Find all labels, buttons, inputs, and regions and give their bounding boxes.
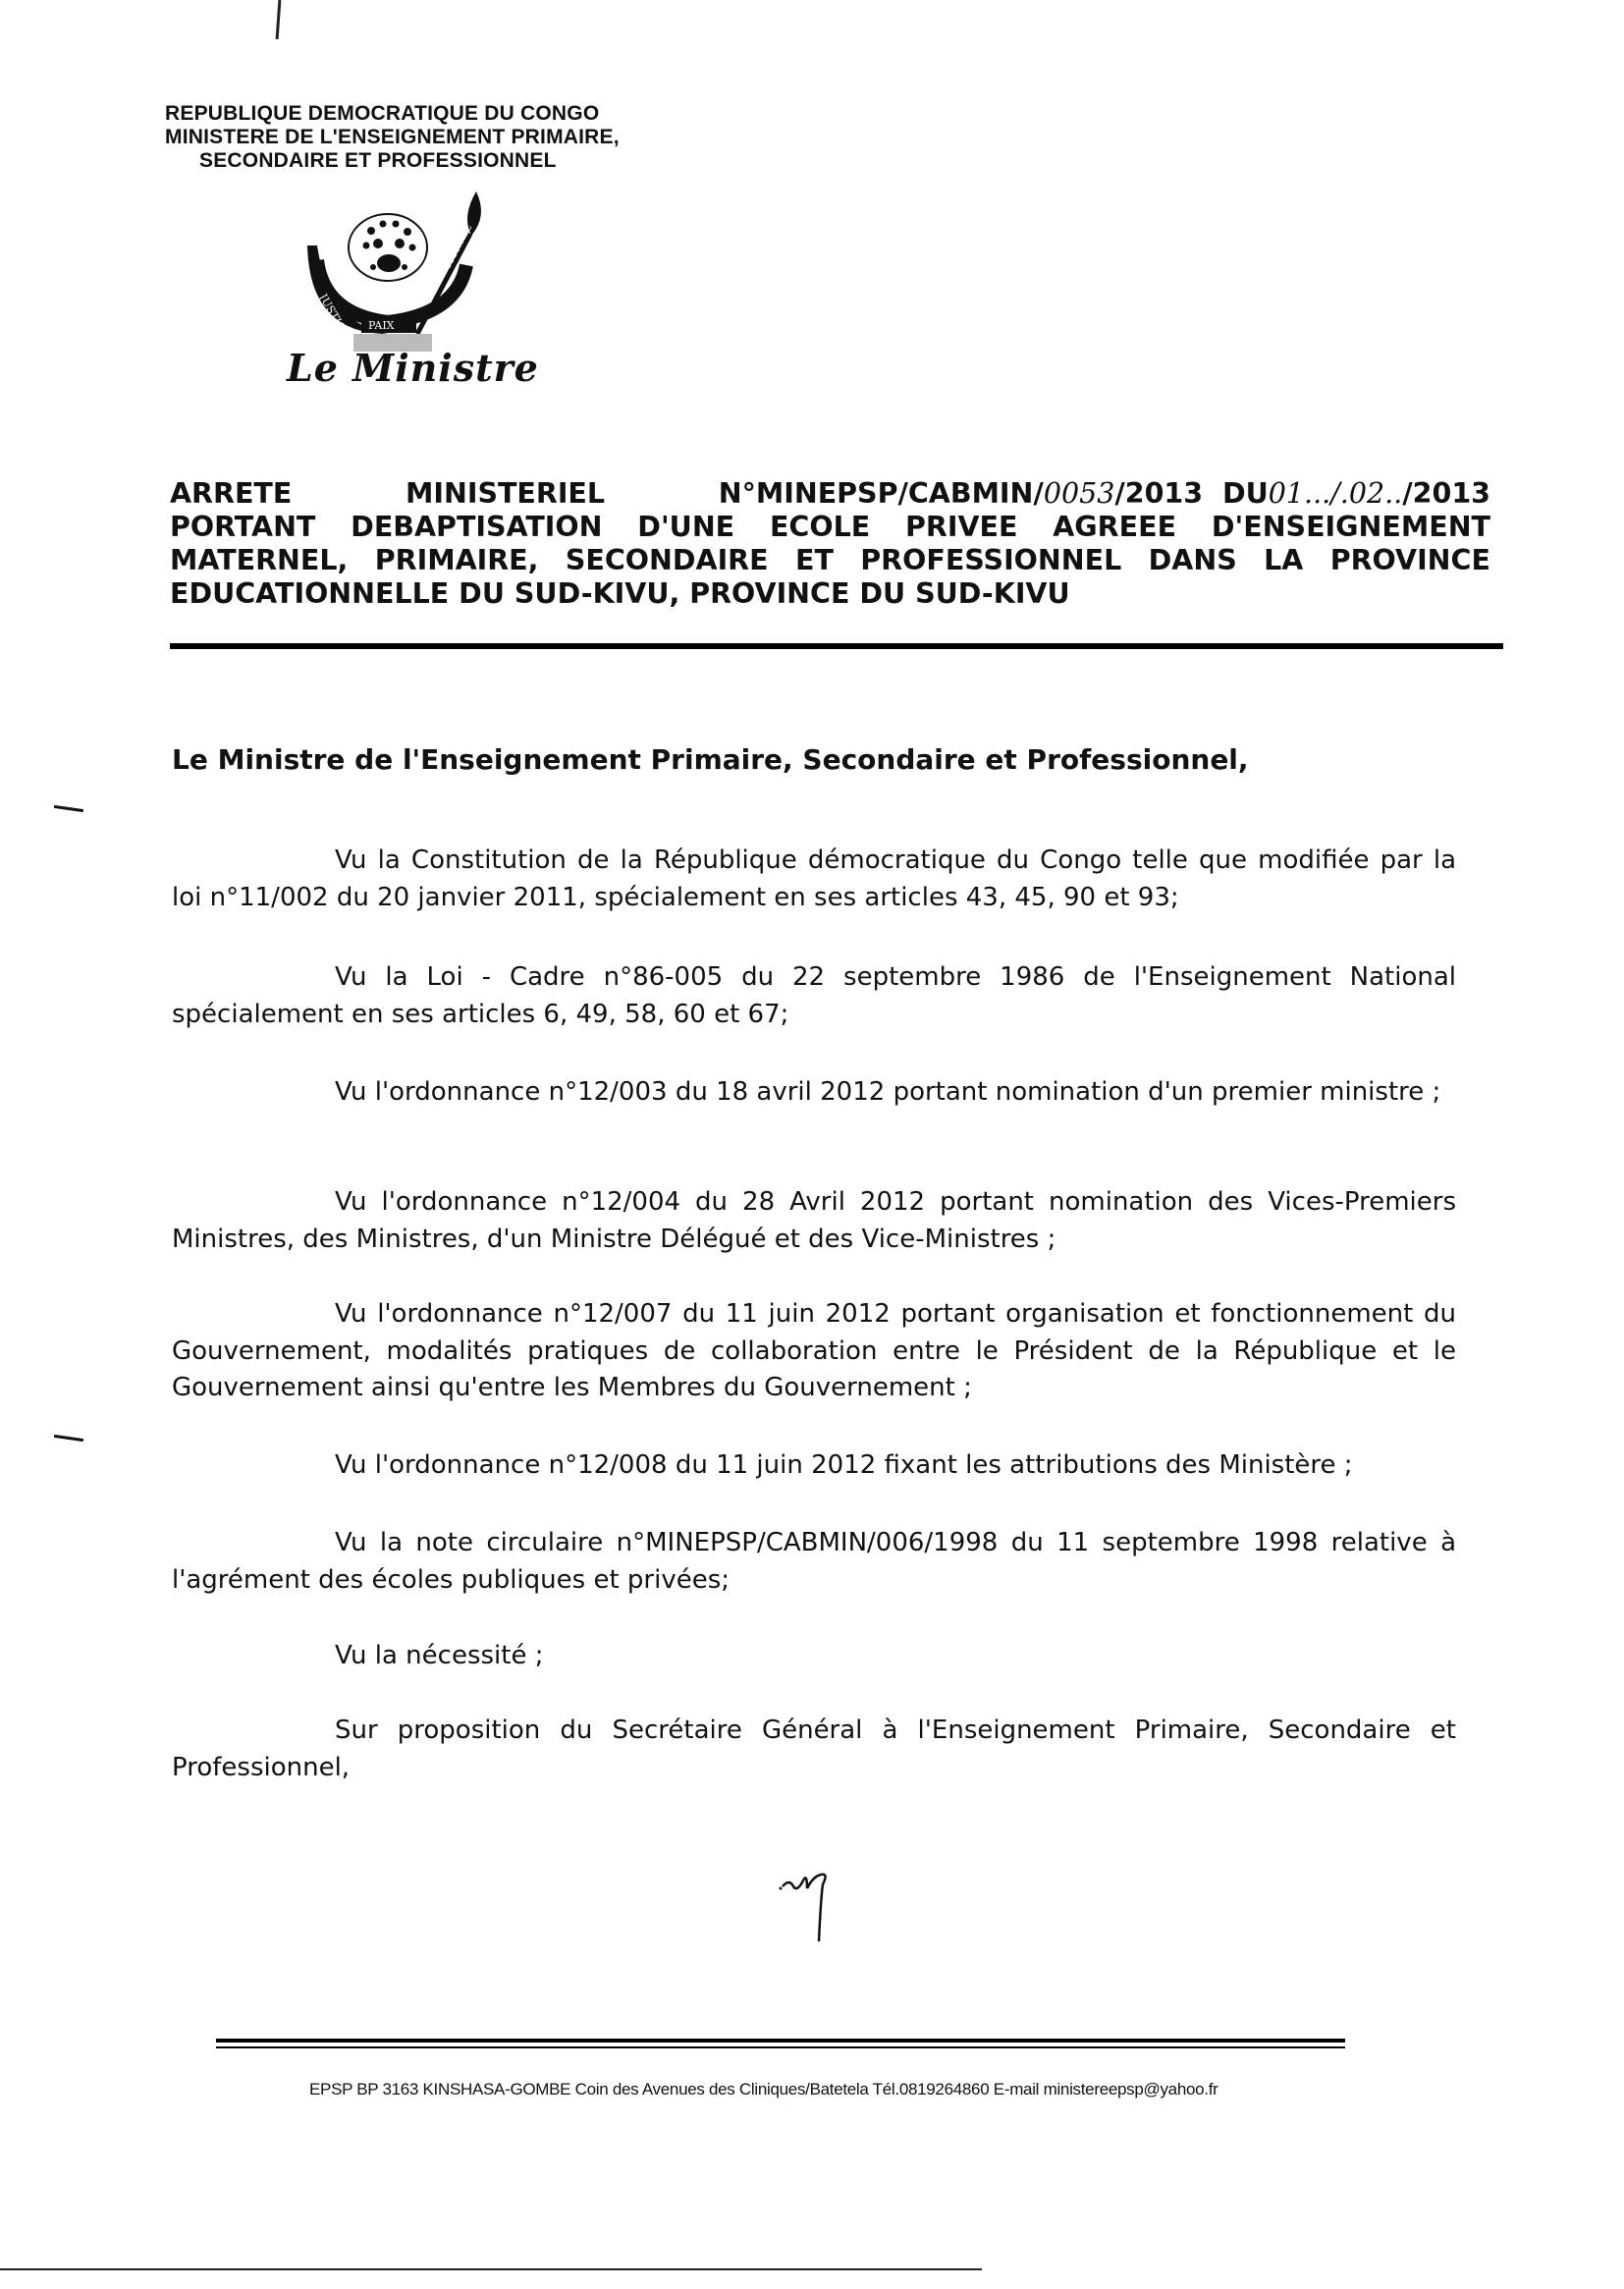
- handwritten-date: 01.../.02..: [1268, 477, 1403, 510]
- handwritten-number: 0053: [1043, 477, 1115, 510]
- coat-of-arms-emblem: [270, 187, 506, 363]
- title-line-4: EDUCATIONNELLE DU SUD-KIVU, PROVINCE DU SUD-KIVU: [170, 577, 1070, 610]
- letterhead-ministry: MINISTERE DE L'ENSEIGNEMENT PRIMAIRE,: [165, 126, 620, 148]
- letterhead-country: REPUBLIQUE DEMOCRATIQUE DU CONGO: [165, 102, 600, 125]
- preamble-paragraph: Vu l'ordonnance n°12/004 du 28 Avril 2012 portant nomination des Vices-Premiers Ministres, des Ministres, d'un Ministre Délégué et des Vice-Ministres ;: [172, 1187, 1456, 1254]
- decree-reference: N°MINEPSP/CABMIN/0053/2013 DU01.../.02../2013: [718, 477, 1490, 510]
- preamble-paragraph: Vu l'ordonnance n°12/003 du 18 avril 2012 portant nomination d'un premier ministre ;: [335, 1077, 1441, 1107]
- margin-mark: [54, 805, 83, 812]
- preamble-paragraph: Vu l'ordonnance n°12/007 du 11 juin 2012 portant organisation et fonctionnement du Gouvernement, modalités pratiques de collaboration entre le Président de la République et le Gouvernement ainsi qu'entre les Membres du Gouvernement ;: [172, 1299, 1456, 1402]
- scan-edge-line: [0, 2268, 982, 2270]
- preamble-paragraph: Sur proposition du Secrétaire Général à l'Enseignement Primaire, Secondaire et Professionnel,: [172, 1716, 1456, 1782]
- preamble-paragraph: Vu la note circulaire n°MINEPSP/CABMIN/006/1998 du 11 septembre 1998 relative à l'agrément des écoles publiques et privées;: [172, 1528, 1456, 1595]
- preamble-paragraph: Vu la Constitution de la République démocratique du Congo telle que modifiée par la loi n°11/002 du 20 janvier 2011, spécialement en ses articles 43, 45, 90 et 93;: [172, 845, 1456, 912]
- svg-text:TRAVAIL: TRAVAIL: [440, 222, 475, 272]
- minister-signature-title: Le Ministre: [287, 346, 539, 390]
- letterhead-ministry-cont: SECONDAIRE ET PROFESSIONNEL: [199, 149, 557, 172]
- title-line-2: PORTANT DEBAPTISATION D'UNE ECOLE PRIVEE AGREEE D'ENSEIGNEMENT: [170, 511, 1490, 543]
- scan-mark: [276, 0, 282, 39]
- title-line-3: MATERNEL, PRIMAIRE, SECONDAIRE ET PROFESSIONNEL DANS LA PROVINCE: [170, 544, 1490, 576]
- preamble-paragraph: Vu la Loi - Cadre n°86-005 du 22 septembre 1986 de l'Enseignement National spécialement en ses articles 6, 49, 58, 60 et 67;: [172, 962, 1456, 1029]
- letterhead: [165, 102, 715, 173]
- decree-title: [170, 477, 1490, 611]
- margin-mark: [54, 1435, 83, 1442]
- svg-text:PAIX: PAIX: [368, 319, 395, 332]
- svg-text:JUSTICE: JUSTICE: [316, 292, 352, 341]
- footer-rule: [216, 2046, 1345, 2048]
- handwritten-initials: [778, 1859, 846, 1942]
- minister-heading: Le Ministre de l'Enseignement Primaire, Secondaire et Professionnel,: [172, 743, 1249, 776]
- title-line-1: ARRETE MINISTERIEL N°MINEPSP/CABMIN/0053/2013 DU01.../.02../2013: [170, 477, 1490, 510]
- leopard-head-icon: [349, 214, 427, 281]
- title-divider: [170, 643, 1503, 649]
- footer-contact: EPSP BP 3163 KINSHASA-GOMBE Coin des Avenues des Cliniques/Batetela Tél.0819264860 E-mail ministereepsp@yahoo.fr: [309, 2080, 1218, 2098]
- preamble-paragraph: Vu l'ordonnance n°12/008 du 11 juin 2012 fixant les attributions des Ministère ;: [335, 1450, 1353, 1480]
- preamble-paragraph: Vu la nécessité ;: [335, 1641, 544, 1670]
- footer-rule: [216, 2039, 1345, 2043]
